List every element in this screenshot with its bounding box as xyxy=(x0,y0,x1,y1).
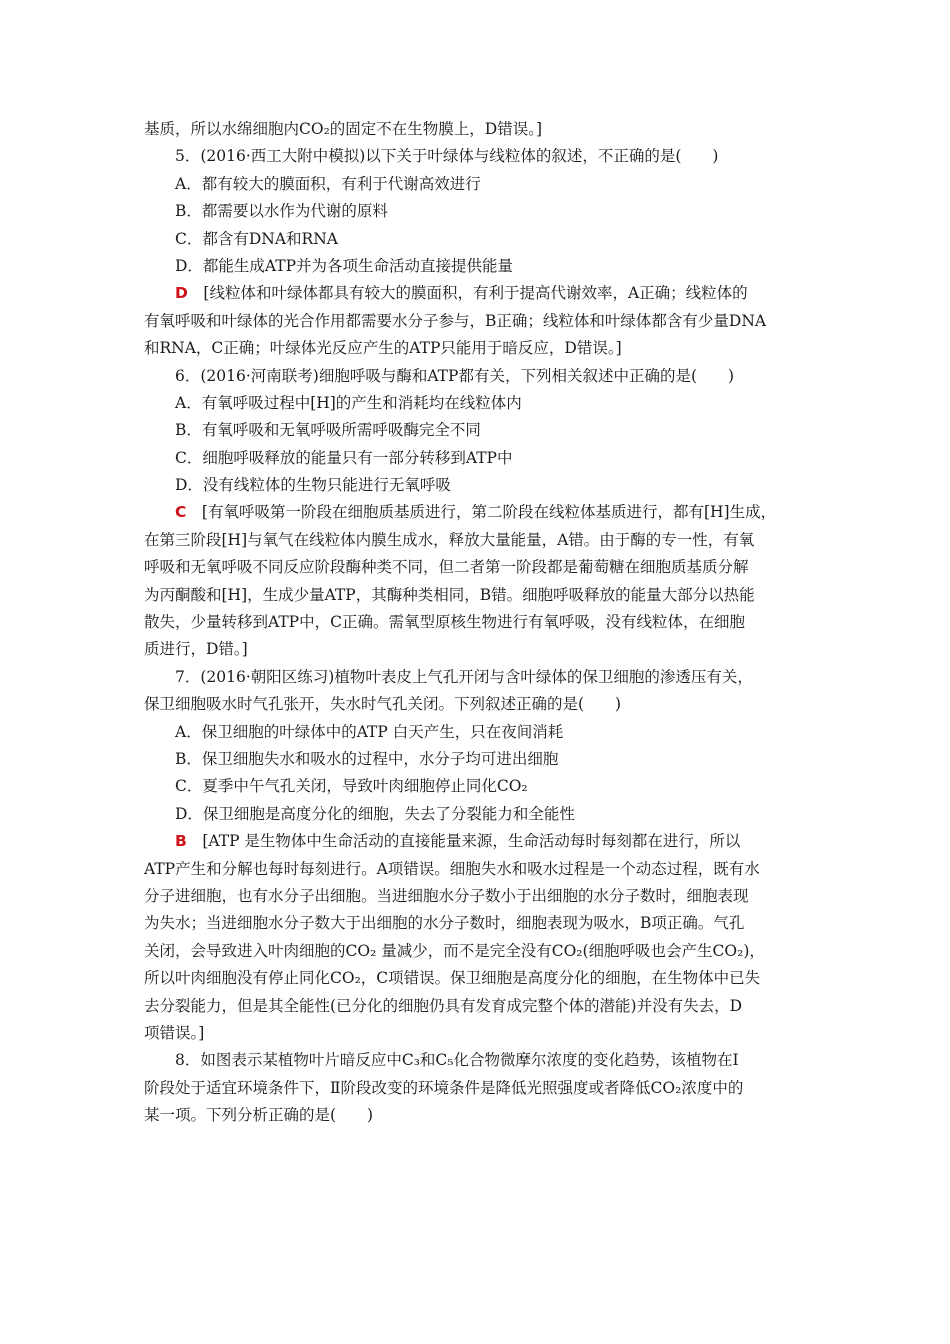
question-stem: 保卫细胞吸水时气孔张开，失水时气孔关闭。下列叙述正确的是( ) xyxy=(144,695,622,714)
explanation-text: [线粒体和叶绿体都具有较大的膜面积，有利于提高代谢效率，A正确；线粒体的 xyxy=(203,284,748,303)
option-c: C．夏季中午气孔关闭，导致叶肉细胞停止同化CO₂ xyxy=(175,777,528,796)
intro-tail-text: 基质，所以水绵细胞内CO₂的固定不在生物膜上，D错误。] xyxy=(144,120,543,138)
explanation-line xyxy=(144,280,808,307)
explanation-text: [ATP 是生物体中生命活动的直接能量来源，生命活动每时每刻都在进行，所以 xyxy=(202,832,741,851)
option-a: A．有氧呼吸过程中[H]的产生和消耗均在线粒体内 xyxy=(175,393,522,412)
answer-letter: B xyxy=(175,832,187,851)
explanation-line: 散失，少量转移到ATP中，C正确。需氧型原核生物进行有氧呼吸，没有线粒体，在细胞 xyxy=(144,613,745,632)
question-stem: 8．如图表示某植物叶片暗反应中C₃和C₅化合物微摩尔浓度的变化趋势，该植物在Ⅰ xyxy=(175,1051,739,1070)
explanation-line: 去分裂能力，但是其全能性(已分化的细胞仍具有发育成完整个体的潜能)并没有失去，D xyxy=(144,996,743,1015)
option-d: D．都能生成ATP并为各项生命活动直接提供能量 xyxy=(175,256,514,275)
explanation-line: 为丙酮酸和[H]，生成少量ATP，其酶种类相同，B错。细胞呼吸释放的能量大部分以热能 xyxy=(144,585,755,604)
explanation-text: [有氧呼吸第一阶段在细胞质基质进行，第二阶段在线粒体基质进行，都有[H]生成， xyxy=(201,503,777,522)
explanation-line xyxy=(144,499,808,526)
explanation-line: 分子进细胞，也有水分子出细胞。当进细胞水分子数小于出细胞的水分子数时，细胞表现 xyxy=(144,886,749,905)
explanation-line: 在第三阶段[H]与氧气在线粒体内膜生成水，释放大量能量，A错。由于酶的专一性，有氧 xyxy=(144,530,755,549)
question-stem: 7．(2016·朝阳区练习)植物叶表皮上气孔开闭与含叶绿体的保卫细胞的渗透压有关， xyxy=(175,667,753,686)
option-a: A．都有较大的膜面积，有利于代谢高效进行 xyxy=(175,174,481,193)
explanation-line: ATP产生和分解也每时每刻进行。A项错误。细胞失水和吸水过程是一个动态过程，既有水 xyxy=(144,859,760,878)
option-d: D．保卫细胞是高度分化的细胞，失去了分裂能力和全能性 xyxy=(175,804,575,823)
question-5 xyxy=(144,143,808,362)
explanation-line: 呼吸和无氧呼吸不同反应阶段酶种类不同，但二者第一阶段都是葡萄糖在细胞质基质分解 xyxy=(144,558,749,577)
question-stem: 某一项。下列分析正确的是( ) xyxy=(144,1106,374,1125)
answer-letter: D xyxy=(175,284,188,303)
explanation-line xyxy=(144,828,808,855)
answer-letter: C xyxy=(175,503,187,522)
option-b: B．保卫细胞失水和吸水的过程中，水分子均可进出细胞 xyxy=(175,749,559,768)
option-b: B．有氧呼吸和无氧呼吸所需呼吸酶完全不同 xyxy=(175,421,481,440)
question-stem: 6．(2016·河南联考)细胞呼吸与酶和ATP都有关，下列相关叙述中正确的是( ) xyxy=(175,366,735,385)
explanation-line: 所以叶肉细胞没有停止同化CO₂，C项错误。保卫细胞是高度分化的细胞，在生物体中已失 xyxy=(144,969,761,988)
question-6 xyxy=(144,363,808,664)
explanation-line: 有氧呼吸和叶绿体的光合作用都需要水分子参与，B正确；线粒体和叶绿体都含有少量DNA xyxy=(144,311,767,330)
option-d: D．没有线粒体的生物只能进行无氧呼吸 xyxy=(175,476,451,495)
option-a: A．保卫细胞的叶绿体中的ATP 白天产生，只在夜间消耗 xyxy=(175,722,564,741)
question-8 xyxy=(144,1047,808,1129)
explanation-line: 为失水；当进细胞水分子数大于出细胞的水分子数时，细胞表现为吸水，B项正确。气孔 xyxy=(144,914,745,933)
explanation-line: 关闭，会导致进入叶肉细胞的CO₂ 量减少，而不是完全没有CO₂(细胞呼吸也会产生CO₂)， xyxy=(144,941,765,960)
option-c: C．都含有DNA和RNA xyxy=(175,229,338,248)
explanation-line: 和RNA，C正确；叶绿体光反应产生的ATP只能用于暗反应，D错误。] xyxy=(144,339,622,358)
option-c: C．细胞呼吸释放的能量只有一部分转移到ATP中 xyxy=(175,448,513,467)
document-body xyxy=(144,116,808,1129)
option-b: B．都需要以水作为代谢的原料 xyxy=(175,202,388,221)
question-stem: 5．(2016·西工大附中模拟)以下关于叶绿体与线粒体的叙述，不正确的是( ) xyxy=(175,147,719,166)
question-7 xyxy=(144,664,808,1047)
explanation-line: 质进行，D错。] xyxy=(144,640,248,659)
explanation-line: 项错误。] xyxy=(144,1023,205,1042)
question-stem: 阶段处于适宜环境条件下，Ⅱ阶段改变的环境条件是降低光照强度或者降低CO₂浓度中的 xyxy=(144,1078,744,1097)
